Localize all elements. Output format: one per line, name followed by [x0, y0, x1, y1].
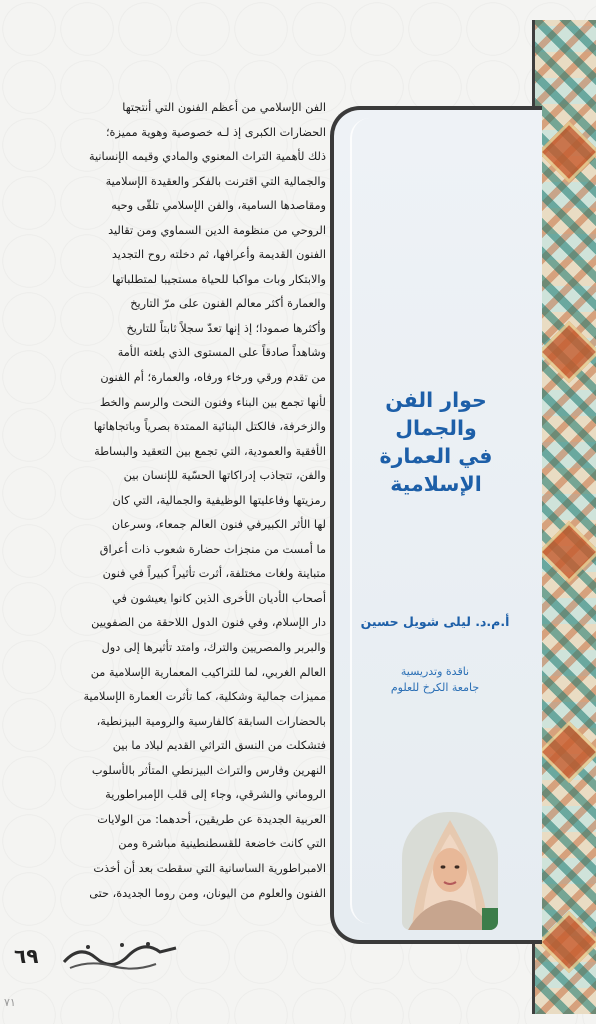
pattern-medallion: [538, 721, 596, 783]
body-line: الفن الإسلامي من أعظم الفنون التي أنتجتها: [122, 101, 326, 114]
body-line: ما أمست من منجزات حضارة شعوب ذات أعراق: [99, 542, 326, 556]
pattern-medallion: [538, 121, 596, 183]
body-line: متباينة ولغات مختلفة، أثرت تأثيراً كبيراً في فنون: [102, 567, 326, 581]
body-line: رمزيتها وفاعليتها الوظيفية والجمالية، التي كان: [112, 493, 326, 507]
pattern-medallion: [538, 321, 596, 383]
title-line: حوار الفن والجمال: [385, 388, 487, 440]
pattern-medallion: [538, 521, 596, 583]
body-line: العالم الغربي، لما للتراكيب المعمارية الإسلامية من: [90, 665, 326, 679]
pattern-medallion: [538, 911, 596, 973]
page-number: ٦٩: [14, 944, 39, 968]
author-photo: [402, 812, 498, 930]
body-line: التي كانت خاضعة للقسطنطينية مباشرة ومن: [118, 837, 326, 851]
body-line: وأكثرها صمودا؛ إذ إنها تعدّ سجلاً ثابتاً للتاريخ: [126, 321, 326, 335]
body-line: لأنها تجمع بين البناء وفنون النحت والرسم والخط: [99, 395, 326, 409]
body-line: ذلك لأهمية التراث المعنوي والمادي وقيمه الإنسانية: [88, 150, 326, 164]
role-line: جامعة الكرخ للعلوم: [390, 681, 480, 694]
body-line: والبربر والمصريين والترك، وامتد تأثيرها إلى دول: [101, 641, 326, 655]
body-line: مميزات جمالية وشكلية، كما تأثرت العمارة الإسلامية: [83, 690, 326, 704]
bottom-page-number: ٧١: [4, 996, 16, 1009]
body-line: النهرين وفارس والتراث البيزنطي المتأثر بالأسلوب: [91, 763, 326, 777]
article-body: [22, 96, 326, 906]
body-line: والعمارة أكثر معالم الفنون على مرّ التاريخ: [130, 297, 326, 311]
body-line: العربية الجديدة عن طريقين، أحدهما: من الولايات: [97, 812, 326, 826]
magazine-logo: [60, 938, 180, 972]
body-line: فتشكلت من النسق التراثي القديم لبلاد ما بين: [112, 739, 326, 753]
body-line: الروماني والشرقي، وجاء إلى قلب الإمبراطورية: [105, 788, 326, 802]
body-line: الفنون القديمة وأعرافها، ثم دخلته روح التجديد: [111, 248, 326, 262]
title-line: في العمارة: [379, 444, 493, 468]
body-line: والجمالية التي اقترنت بالفكر والعقيدة الإسلامية: [105, 174, 326, 188]
body-line: وشاهداً صادقاً على المستوى الذي بلغته الأمة: [117, 346, 326, 360]
body-line: والفن، تتجاذب إدراكاتها الحسّية للإنسان بين: [123, 469, 326, 483]
author-role: [350, 664, 520, 696]
body-line: الأفقية والعمودية، التي تجمع بين التعقيد والبساطة: [94, 444, 326, 458]
body-line: من تقدم ورقي ورخاء ورفاه، والعمارة؛ أم الفنون: [100, 371, 326, 385]
author-name: أ.م.د. ليلى شويل حسين: [360, 614, 510, 629]
body-line: ومقاصدها السامية، والفن الإسلامي تلقّى وحيه: [111, 199, 326, 213]
body-line: لها الأثر الكبيرفي فنون العالم جمعاء، وسرعان: [111, 518, 326, 532]
body-line: الحضارات الكبرى إذ لـه خصوصية وهوية مميزة؛: [105, 125, 326, 139]
body-line: أصحاب الأديان الأخرى الذين كانوا يعيشون في: [112, 591, 326, 605]
title-line: الإسلامية: [390, 472, 482, 496]
panel-highlight: [350, 118, 392, 924]
body-line: والزخرفة، فالكتل البنائية الممتدة بصرياً وباتجاهاتها: [93, 420, 326, 434]
body-line: والابتكار وبات مواكبا للحياة مستجيبا لمتطلباتها: [112, 272, 326, 286]
body-line: بالحضارات السابقة كالفارسية والرومية البيزنطية،: [96, 714, 326, 728]
body-line: الفنون والعلوم من اليونان، ومن روما الجديدة، حتى: [89, 886, 326, 900]
body-line: دار الإسلام، وفي فنون الدول اللاحقة من الصفويين: [91, 616, 326, 630]
article-title: [344, 386, 528, 498]
body-line: الروحي من منظومة الدين السماوي ومن تقاليد: [108, 223, 326, 237]
role-line: ناقدة وتدريسية: [400, 665, 470, 678]
body-line: الامبراطورية الساسانية التي سقطت بعد أن أخذت: [93, 861, 326, 875]
